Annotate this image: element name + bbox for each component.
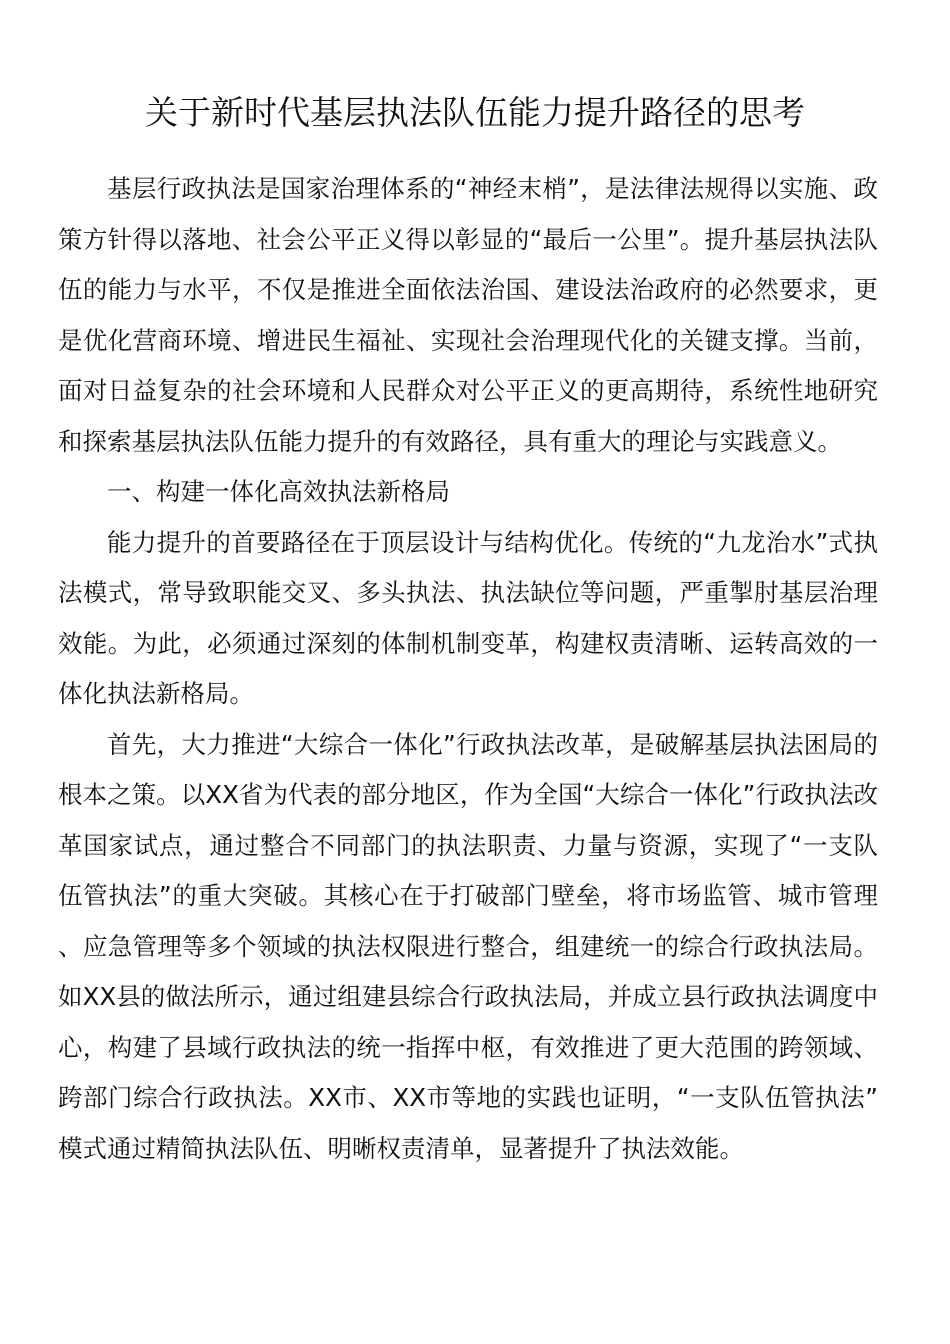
section-heading-1: 一、构建一体化高效执法新格局 xyxy=(107,477,450,506)
paragraph-section1-overview: 能力提升的首要路径在于顶层设计与结构优化。传统的“九龙治水”式执法模式，常导致职能交叉、多头执法、执法缺位等问题，严重掣肘基层治理效能。为此，必须通过深刻的体制机制变革，构建权责清晰、运转高效的一体化执法新格局。 xyxy=(58,527,878,708)
document-title: 关于新时代基层执法队伍能力提升路径的思考 xyxy=(145,93,805,133)
paragraph-intro: 基层行政执法是国家治理体系的“神经末梢”，是法律法规得以实施、政策方针得以落地、社会公平正义得以彰显的“最后一公里”。提升基层执法队伍的能力与水平，不仅是推进全面依法治国、建设法治政府的必然要求，更是优化营商环境、增进民生福祉、实现社会治理现代化的关键支撑。当前，面对日益复杂的社会环境和人民群众对公平正义的更高期待，系统性地研究和探索基层执法队伍能力提升的有效路径，具有重大的理论与实践意义。 xyxy=(58,174,878,456)
document-body xyxy=(58,164,878,1174)
paragraph-section1-first: 首先，大力推进“大综合一体化”行政执法改革，是破解基层执法困局的根本之策。以XX省为代表的部分地区，作为全国“大综合一体化”行政执法改革国家试点，通过整合不同部门的执法职责、力量与资源，实现了“一支队伍管执法”的重大突破。其核心在于打破部门壁垒，将市场监管、城市管理、应急管理等多个领域的执法权限进行整合，组建统一的综合行政执法局。如XX县的做法所示，通过组建县综合行政执法局，并成立县行政执法调度中心，构建了县域行政执法的统一指挥中枢，有效推进了更大范围的跨领域、跨部门综合行政执法。XX市、XX市等地的实践也证明，“一支队伍管执法”模式通过精简执法队伍、明晰权责清单，显著提升了执法效能。 xyxy=(58,729,878,1163)
